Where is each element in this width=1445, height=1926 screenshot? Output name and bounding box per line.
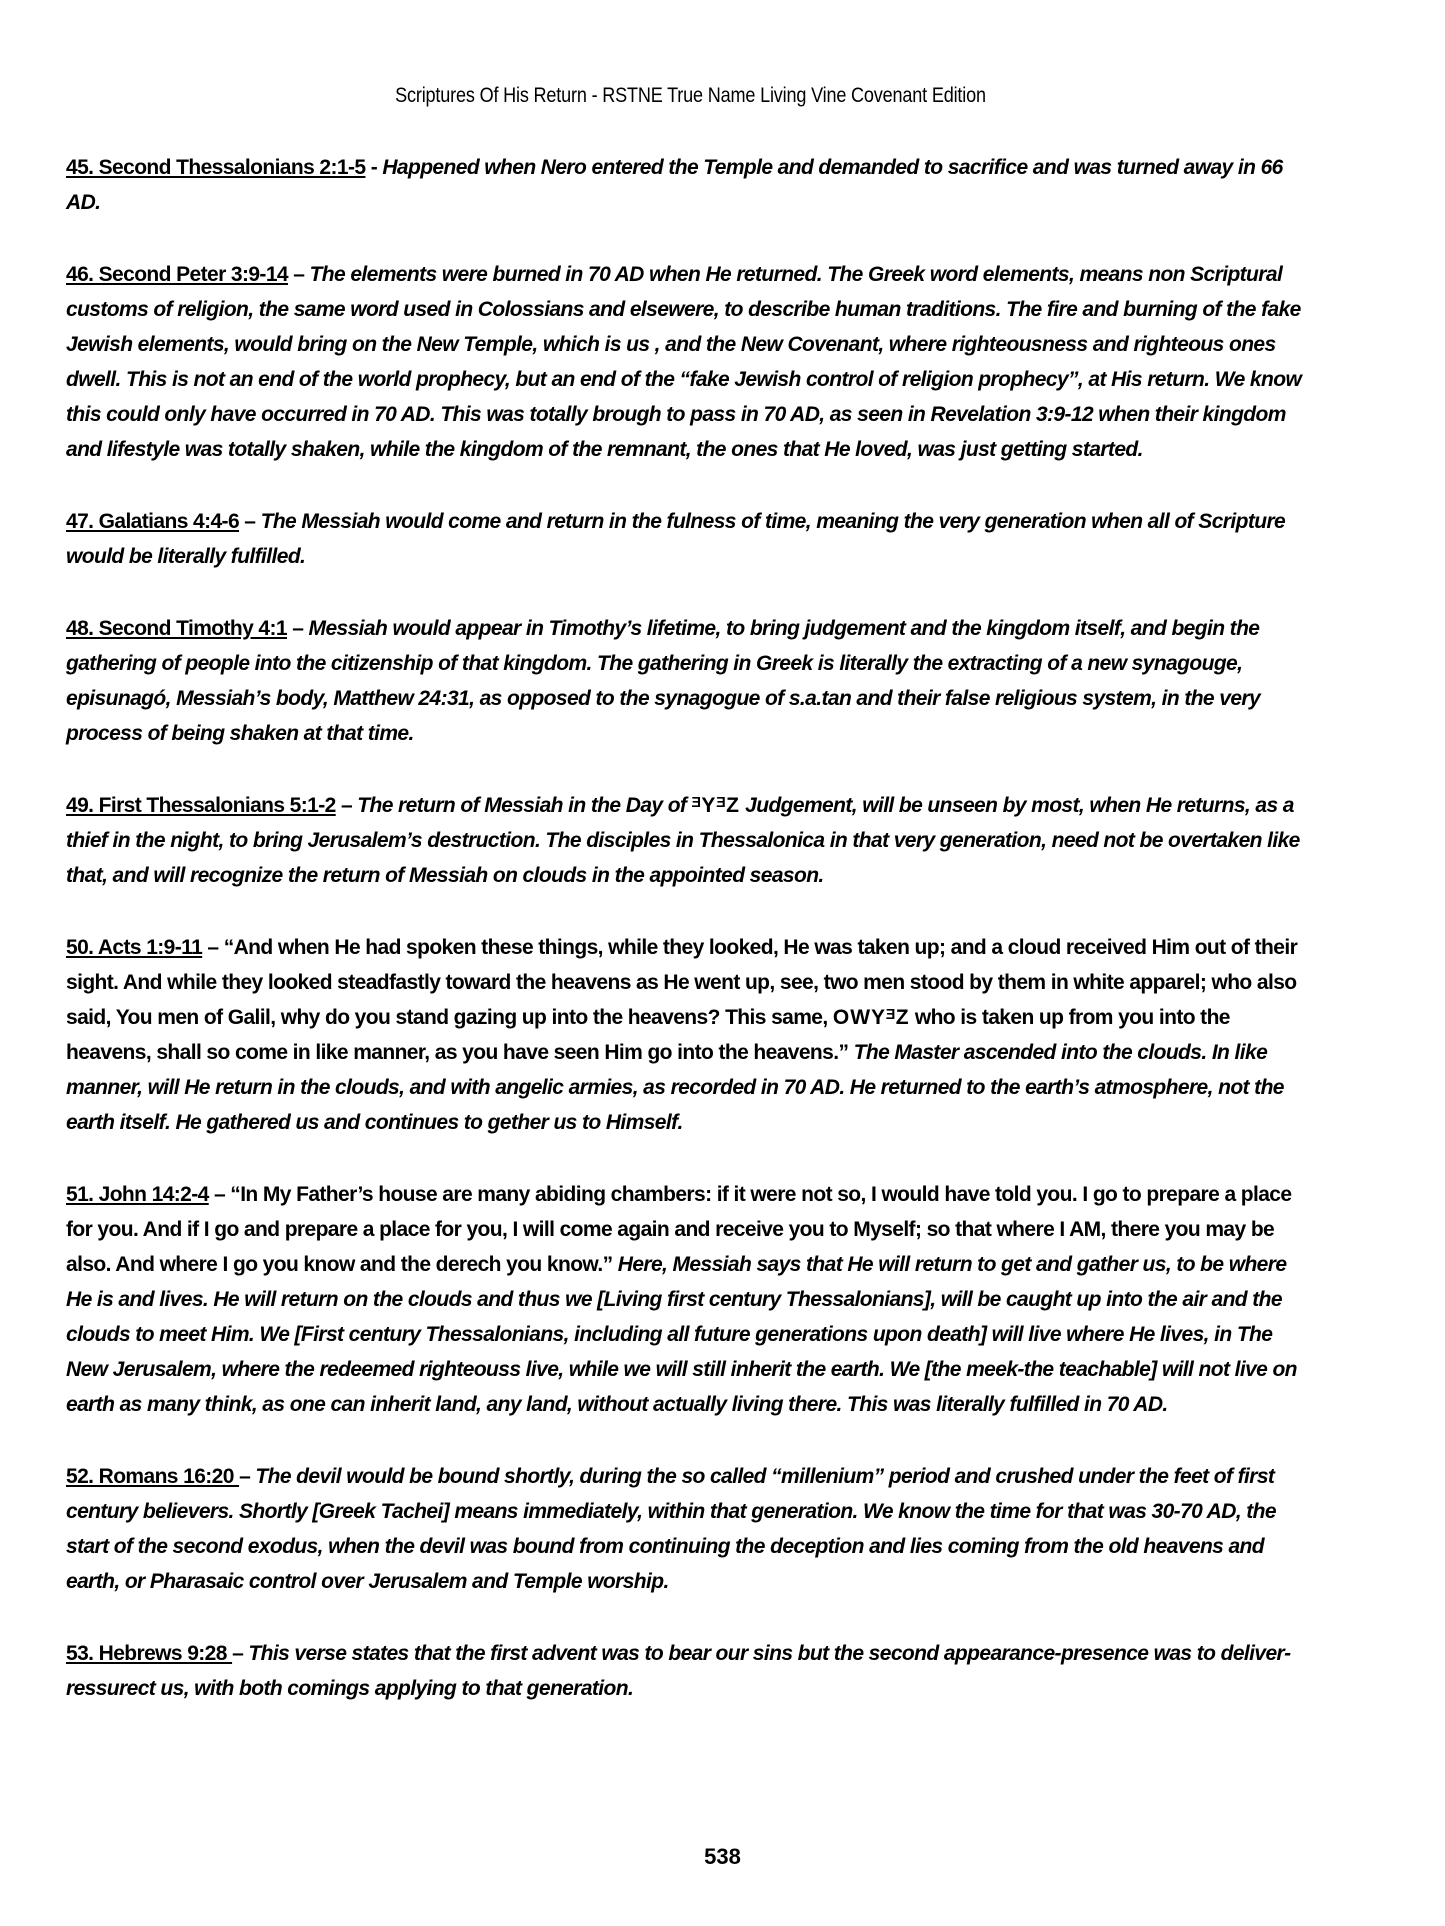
- commentary: The elements were burned in 70 AD when He returned. The Greek word elements, means non Scriptural customs of religion, the same word used in Colossians and elsewere, to describe human traditions. The fire and burning of the fake Jewish elements, would bring on the New Temple, which is us , and the New Covenant, where righteousness and righteous ones dwell. This is not an end of the world prophecy, but an end of the “fake Jewish control of religion prophecy”, at His return. We know this could only have occurred in 70 AD. This was totally brough to pass in 70 AD, as seen in Revelation 3:9-12 when their kingdom and lifestyle was totally shaken, while the kingdom of the remnant, the ones that He loved, was just getting started.: [66, 263, 1302, 461]
- entry-53: [66, 1636, 1315, 1706]
- scripture-reference: 50. Acts 1:9-11: [66, 936, 203, 959]
- separator: –: [335, 794, 358, 817]
- entry-45: [66, 150, 1315, 220]
- scripture-reference: 47. Galatians 4:4-6: [66, 510, 240, 533]
- scripture-quote-continued: who is taken up from you into the heavens, shall so come in like manner, as you have seen Him go into the heavens.”: [66, 1006, 1230, 1064]
- separator: -: [365, 156, 383, 179]
- entry-47: [66, 504, 1315, 574]
- commentary: The Messiah would come and return in the fulness of time, meaning the very generation when all of Scripture would be literally fulfilled.: [66, 510, 1286, 568]
- separator: –: [287, 263, 310, 286]
- separator: –: [239, 1465, 256, 1488]
- entry-49: [66, 788, 1315, 893]
- entry-48: [66, 611, 1315, 751]
- commentary: Messiah would appear in Timothy’s lifetime, to bring judgement and the kingdom itself, and begin the gathering of people into the citizenship of that kingdom. The gathering in Greek is literally the extracting of a new synagouge, episunagó, Messiah’s body, Matthew 24:31, as opposed to the synagogue of s.a.tan and their false religious system, in the very process of being shaken at that time.: [66, 617, 1261, 745]
- separator: –: [239, 510, 261, 533]
- scripture-reference: 49. First Thessalonians 5:1-2: [66, 794, 336, 817]
- commentary: Happened when Nero entered the Temple and demanded to sacrifice and was turned away in 66 AD.: [66, 156, 1283, 214]
- paleo-hebrew-name: ᴲYᴲZ: [691, 794, 740, 817]
- scripture-quote: “And when He had spoken these things, while they looked, He was taken up; and a cloud received Him out of their sight. And while they looked steadfastly toward the heavens as He went up, see, two men stood by them in white apparel; who also said, You men of Galil, why do you stand gazing up into the heavens? This same,: [66, 936, 1298, 1029]
- entry-50: [66, 930, 1315, 1140]
- commentary: The Master ascended into the clouds. In like manner, will He return in the clouds, and with angelic armies, as recorded in 70 AD. He returned to the earth’s atmosphere, not the earth itself. He gathered us and continues to gether us to Himself.: [66, 1041, 1284, 1134]
- paleo-hebrew-name: OWYᴲZ: [832, 1006, 910, 1029]
- separator: –: [208, 1183, 231, 1206]
- scripture-reference: 51. John 14:2-4: [66, 1183, 209, 1206]
- entry-46: [66, 257, 1315, 467]
- commentary: This verse states that the first advent was to bear our sins but the second appearance-presence was to deliver-ressurect us, with both comings applying to that generation.: [66, 1642, 1291, 1700]
- scripture-quote: “In My Father’s house are many abiding chambers: if it were not so, I would have told you. I go to prepare a place for you. And if I go and prepare a place for you, I will come again and receive you to Myself; so that where I AM, there you may be also. And where I go you know and the derech you know.”: [66, 1183, 1292, 1276]
- scripture-reference: 45. Second Thessalonians 2:1-5: [66, 156, 366, 179]
- commentary: The return of Messiah in the Day of: [357, 794, 692, 817]
- page-number: 538: [704, 1844, 741, 1869]
- separator: –: [286, 617, 309, 640]
- entry-52: [66, 1459, 1315, 1599]
- entry-51: [66, 1177, 1315, 1422]
- separator: –: [232, 1642, 249, 1665]
- scripture-reference: 48. Second Timothy 4:1: [66, 617, 287, 640]
- commentary: Here, Messiah says that He will return to get and gather us, to be where He is and lives. He will return on the clouds and thus we [Living first century Thessalonians], will be caught up into the air and the clouds to meet Him. We [First century Thessalonians, including all future generations upon death] will live where He lives, in The New Jerusalem, where the redeemed righteouss live, while we will still inherit the earth. We [the meek-the teachable] will not live on earth as many think, as one can inherit land, any land, without actually living there. This was literally fulfilled in 70 AD.: [66, 1253, 1297, 1416]
- running-header: Scriptures Of His Return - RSTNE True Name Living Vine Covenant Edition: [395, 84, 986, 107]
- commentary: The devil would be bound shortly, during the so called “millenium” period and crushed under the feet of first century believers. Shortly [Greek Tachei] means immediately, within that generation. We know the time for that was 30-70 AD, the start of the second exodus, when the devil was bound from continuing the deception and lies coming from the old heavens and earth, or Pharasaic control over Jerusalem and Temple worship.: [66, 1465, 1276, 1593]
- separator: –: [202, 936, 224, 959]
- scripture-reference: 53. Hebrews 9:28: [66, 1642, 233, 1665]
- scripture-reference: 46. Second Peter 3:9-14: [66, 263, 288, 286]
- commentary-continued: Judgement, will be unseen by most, when He returns, as a thief in the night, to bring Jerusalem’s destruction. The disciples in Thessalonica in that very generation, need not be overtaken like that, and will recognize the return of Messiah on clouds in the appointed season.: [66, 794, 1300, 887]
- scripture-reference: 52. Romans 16:20: [66, 1465, 240, 1488]
